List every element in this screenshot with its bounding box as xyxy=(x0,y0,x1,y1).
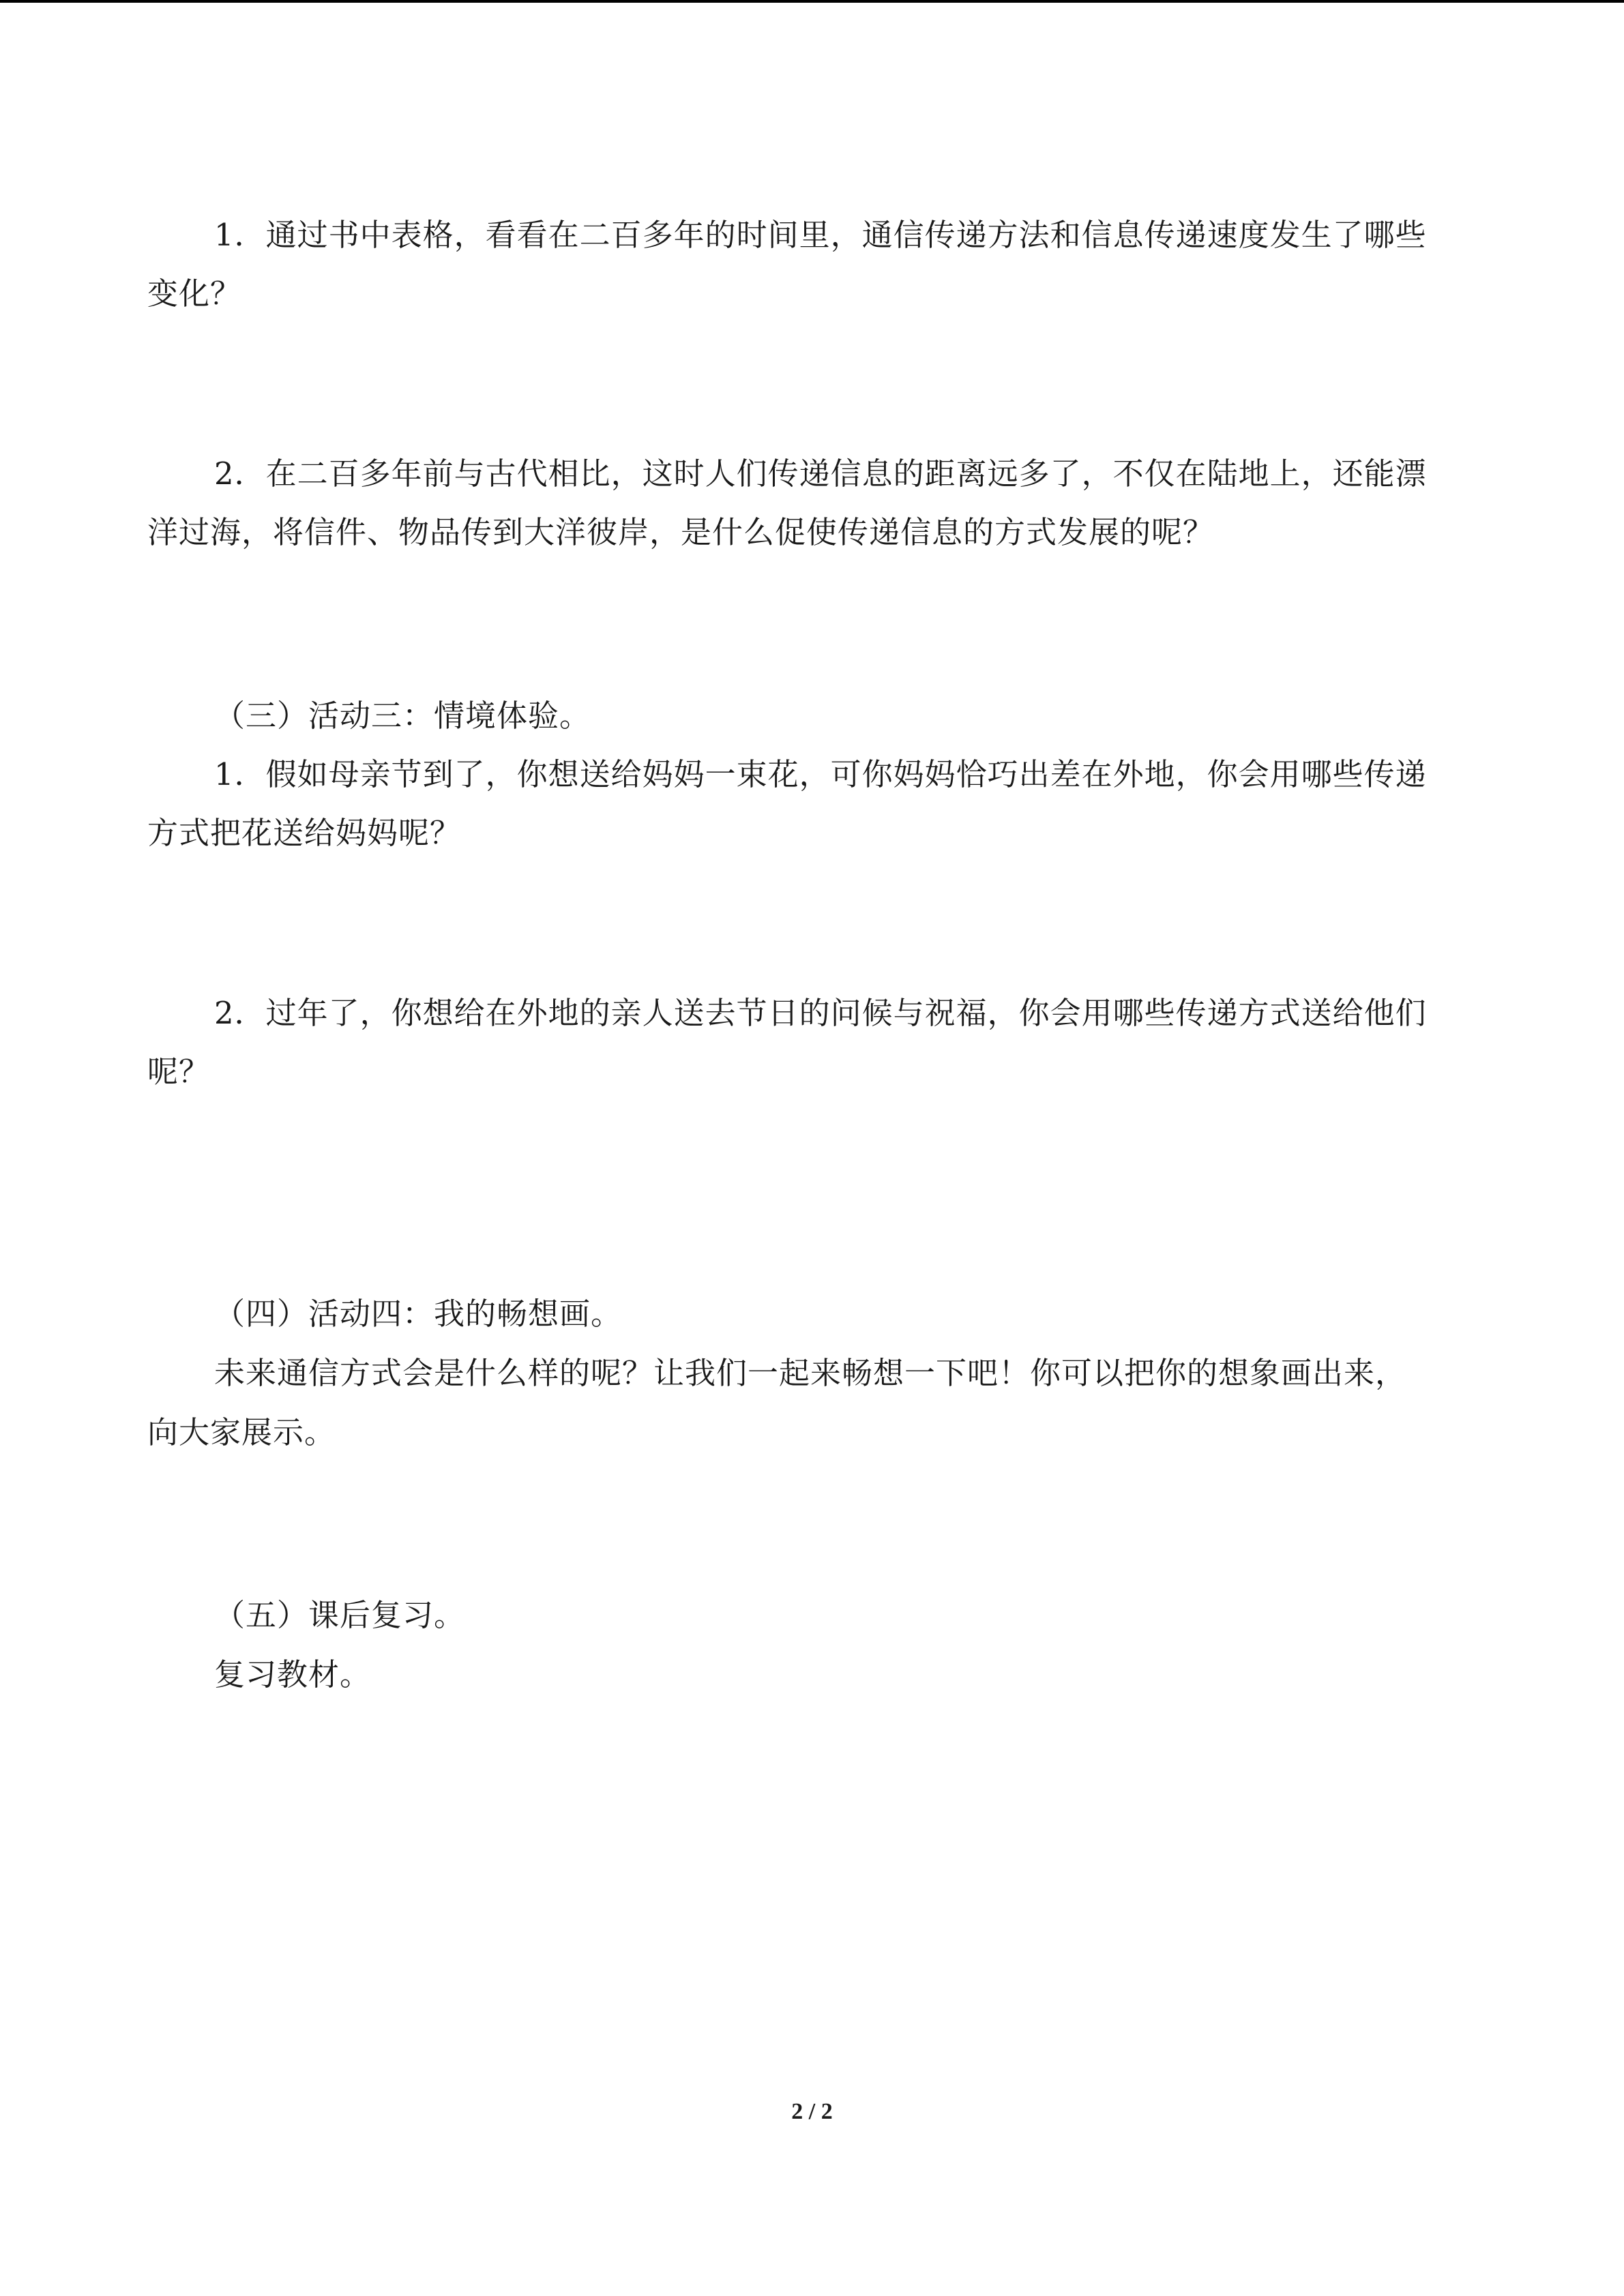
page-top-border xyxy=(0,0,1624,3)
question-1-line-1: 1．通过书中表格，看看在二百多年的时间里，通信传递方法和信息传递速度发生了哪些 xyxy=(214,217,1427,253)
section-3-question-2-line-2: 呢？ xyxy=(147,1054,211,1090)
section-3-question-2-line-1: 2．过年了，你想给在外地的亲人送去节日的问候与祝福，你会用哪些传递方式送给他们 xyxy=(214,995,1427,1031)
section-3-question-1-line-2: 方式把花送给妈妈呢？ xyxy=(147,815,462,851)
question-2-line-1: 2．在二百多年前与古代相比，这时人们传递信息的距离远多了，不仅在陆地上，还能漂 xyxy=(214,456,1427,492)
section-3-heading: （三）活动三：情境体验。 xyxy=(214,698,591,734)
section-4-heading: （四）活动四：我的畅想画。 xyxy=(214,1296,623,1332)
section-4-line-2: 向大家展示。 xyxy=(147,1414,336,1450)
section-5-line-1: 复习教材。 xyxy=(214,1656,372,1693)
question-2-line-2: 洋过海，将信件、物品传到大洋彼岸，是什么促使传递信息的方式发展的呢？ xyxy=(147,514,1215,550)
section-4-line-1: 未来通信方式会是什么样的呢？让我们一起来畅想一下吧！你可以把你的想象画出来， xyxy=(214,1355,1407,1391)
question-1-line-2: 变化？ xyxy=(147,275,242,312)
section-3-question-1-line-1: 1．假如母亲节到了，你想送给妈妈一束花，可你妈妈恰巧出差在外地，你会用哪些传递 xyxy=(214,756,1427,792)
page-number: 2 / 2 xyxy=(791,2099,833,2124)
section-5-heading: （五）课后复习。 xyxy=(214,1597,466,1633)
